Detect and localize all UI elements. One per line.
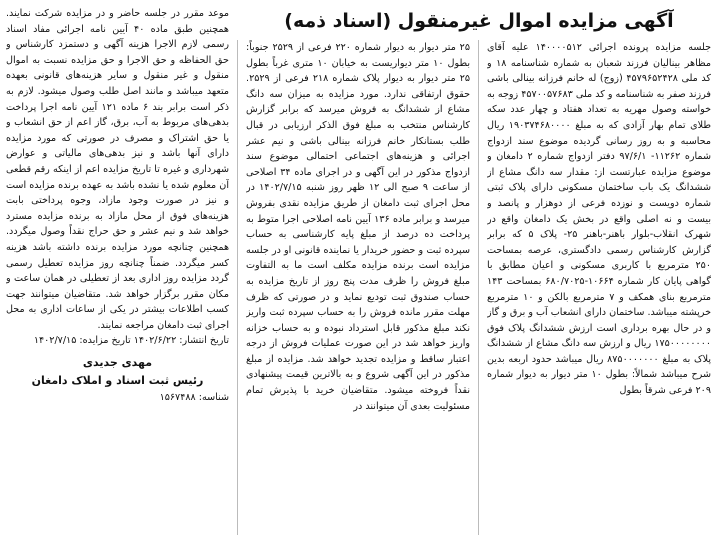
column-divider xyxy=(478,40,479,535)
column-1-text: جلسه مزایده پرونده اجرائی ۱۴۰۰۰۰۵۱۲ علیه آقای مظاهر بینالیان فرزند شعبان به شماره شناسنامه ۱۸ و کد ملی ۴۵۷۹۶۵۲۴۲۸ (زوج) له خانم فرزانه بینالی باشی فرزند صفر به شناسنامه و کد ملی ۴۵۷۰۰۵۷۶۸۳ زوجه به خواسته وصول مهریه به تعداد هفتاد و چهار عدد سکه طلای تمام بهار آزادی که به مبلغ ۱۹۰۳۷۴۶۸۰۰۰۰ ریال محاسبه و به روز رسانی گردیده موضوع سند ازدواج شماره ۱۱۲۶۲- ۹۷/۶/۱ دفتر ازدواج شماره ۲ دامغان و موضوع مزایده عبارتست از: مقدار سه دانگ مشاع از ششدانگ یک باب ساختمان مسکونی دارای پلاک ثبتی شماره دویست و نوزده فرعی از دوهزار و پانصد و بیست و نه اصلی واقع در بخش یک دامغان واقع در شهرک انقلاب-بلوار باهنر-باهنر ۲۵- پلاک ۵ که برابر گزارش کارشناس رسمی دادگستری، عرصه بمساحت ۲۵۰ مترمربع با کاربری مسکونی و اعیان مطابق با گواهی پایان کار شماره ۱۰۶۶۴-۶۸۰/۷۰۲۵ بمساحت ۱۴۳ مترمربع بنای همکف و ۷ مترمربع بالکن و ۱۰ مترمربع خرپشته میباشد. ساختمان دارای انشعاب آب و برق و گاز و در حال بهره برداری است ارزش ششدانگ پلاک فوق ۱۷۵۰۰۰۰۰۰۰۰ ریال و ارزش سه دانگ مشاع از ششدانگ پلاک به مبلغ ۸۷۵۰۰۰۰۰۰۰ ریال میباشد حدود اربعه بدین شرح میباشد شمالاً: بطول ۱۰ متر دیوار به دیوار شماره ۲۰۹ فرعی شرقاً بطول xyxy=(487,42,711,397)
signature-block xyxy=(6,354,229,390)
notice-identifier: شناسه: ۱۵۶۷۴۸۸ xyxy=(159,392,229,404)
notice-column-3 xyxy=(6,6,229,535)
notice-column-1 xyxy=(487,40,711,535)
column-3-text: موعد مقرر در جلسه حاضر و در مزایده شرکت نمایند. همچنین طبق ماده ۴۰ آیین نامه اجرائی مفاد اسناد رسمی لازم الاجرا هزینه آگهی و دستمزد کارشناس و حق الحفاظه و حق الاجرا و حق مزایده نسبت به اموال منقول و غیر منقول و سایر هزینه‌های قانونی بعهده متعهد میباشد و مانند اصل طلب وصول میشود. لازم به ذکر است برابر بند ۶ ماده ۱۲۱ آیین نامه اجرا پرداخت بدهی‌های مربوط به آب، برق، گاز اعم از حق انشعاب و یا حق اشتراک و مصرف در صورتی که مورد مزایده دارای آنها باشد و نیز بدهی‌های مالیاتی و عوارض شهرداری و غیره تا تاریخ مزایده اعم از اینکه رقم قطعی آن معلوم شده یا نشده باشد به عهده برنده مزایده است و نیز در صورت وجود مازاد، وجوه پرداختی بابت هزینه‌های فوق از محل مازاد به برنده مزایده مسترد خواهد شد و نیم عشر و حق حراج نقداً وصول میگردد. همچنین چنانچه مورد مزایده برنده داشته باشد هزینه کسر میگردد. ضمناً چنانچه روز مزایده تعطیل رسمی گردد مزایده روز اداری بعد از تعطیلی در همان ساعت و مکان مقرر برگزار خواهد شد. متقاضیان میتوانند جهت کسب اطلاعات بیشتر در یکی از ساعات اداری به محل اجرای ثبت دامغان مراجعه نمایند. xyxy=(6,8,229,331)
signer-name: مهدی جدیدی xyxy=(82,356,153,370)
notice-title: آگهی مزایده اموال غیرمنقول (اسناد ذمه) xyxy=(284,10,674,32)
signer-role: رئیس ثبت اسناد و املاک دامغان xyxy=(31,374,204,388)
column-divider xyxy=(237,40,238,535)
publish-dates: تاریخ انتشار: ۱۴۰۲/۶/۲۲ تاریخ مزایده: ۱۴۰۲/۷/۱۵ xyxy=(33,335,229,347)
notice-column-2 xyxy=(246,40,470,535)
column-2-text: ۲۵ متر دیوار به دیوار شماره ۲۲۰ فرعی از ۲۵۲۹ جنوباً: بطول ۱۰ متر دیواریست به خیابان ۱۰ متری غرباً بطول ۲۵ متر دیوار به دیوار پلاک شماره ۲۱۸ فرعی از ۲۵۲۹. حقوق ارتفاقی ندارد. مورد مزایده به میزان سه دانگ مشاع از ششدانگ به فروش میرسد که برابر گزارش کارشناس منتخب به مبلغ فوق الذکر ارزیابی در قبال طلب بستانکار خانم فرزانه بینالی باشی و نیم عشر اجرائی و هزینه‌های اجتماعی احتمالی موضوع سند ازدواج مذکور در این آگهی و در اجرای ماده ۳۴ اصلاحی از ساعت ۹ صبح الی ۱۲ ظهر روز شنبه ۱۴۰۲/۷/۱۵ در محل اجرای ثبت دامغان از طریق مزایده نقدی بفروش میرسد و برابر ماده ۱۳۶ آیین نامه اصلاحی اجرا متوط به پرداخت ده درصد از مبلغ پایه کارشناسی به حساب سپرده ثبت و حضور خریدار یا نماینده قانونی او در جلسه مزایده است برنده مزایده مکلف است ما به التفاوت مبلغ فروش را ظرف مدت پنج روز از تاریخ مزایده به حساب صندوق ثبت تودیع نماید و در صورتی که ظرف مهلت مقرر مانده فروش را به حساب سپرده ثبت واریز نکند مبلغ مذکور قابل استرداد نبوده و به حساب خزانه واریز خواهد شد در این صورت عملیات فروش از درجه اعتبار ساقط و مزایده تجدید خواهد شد. مزایده از مبلغ مذکور در این آگهی شروع و به بالاترین قیمت پیشنهادی نقداً فروخته میشود. متقاضیان خرید با پذیرش تمام مسئولیت بعدی آن میتوانند در xyxy=(246,42,470,412)
